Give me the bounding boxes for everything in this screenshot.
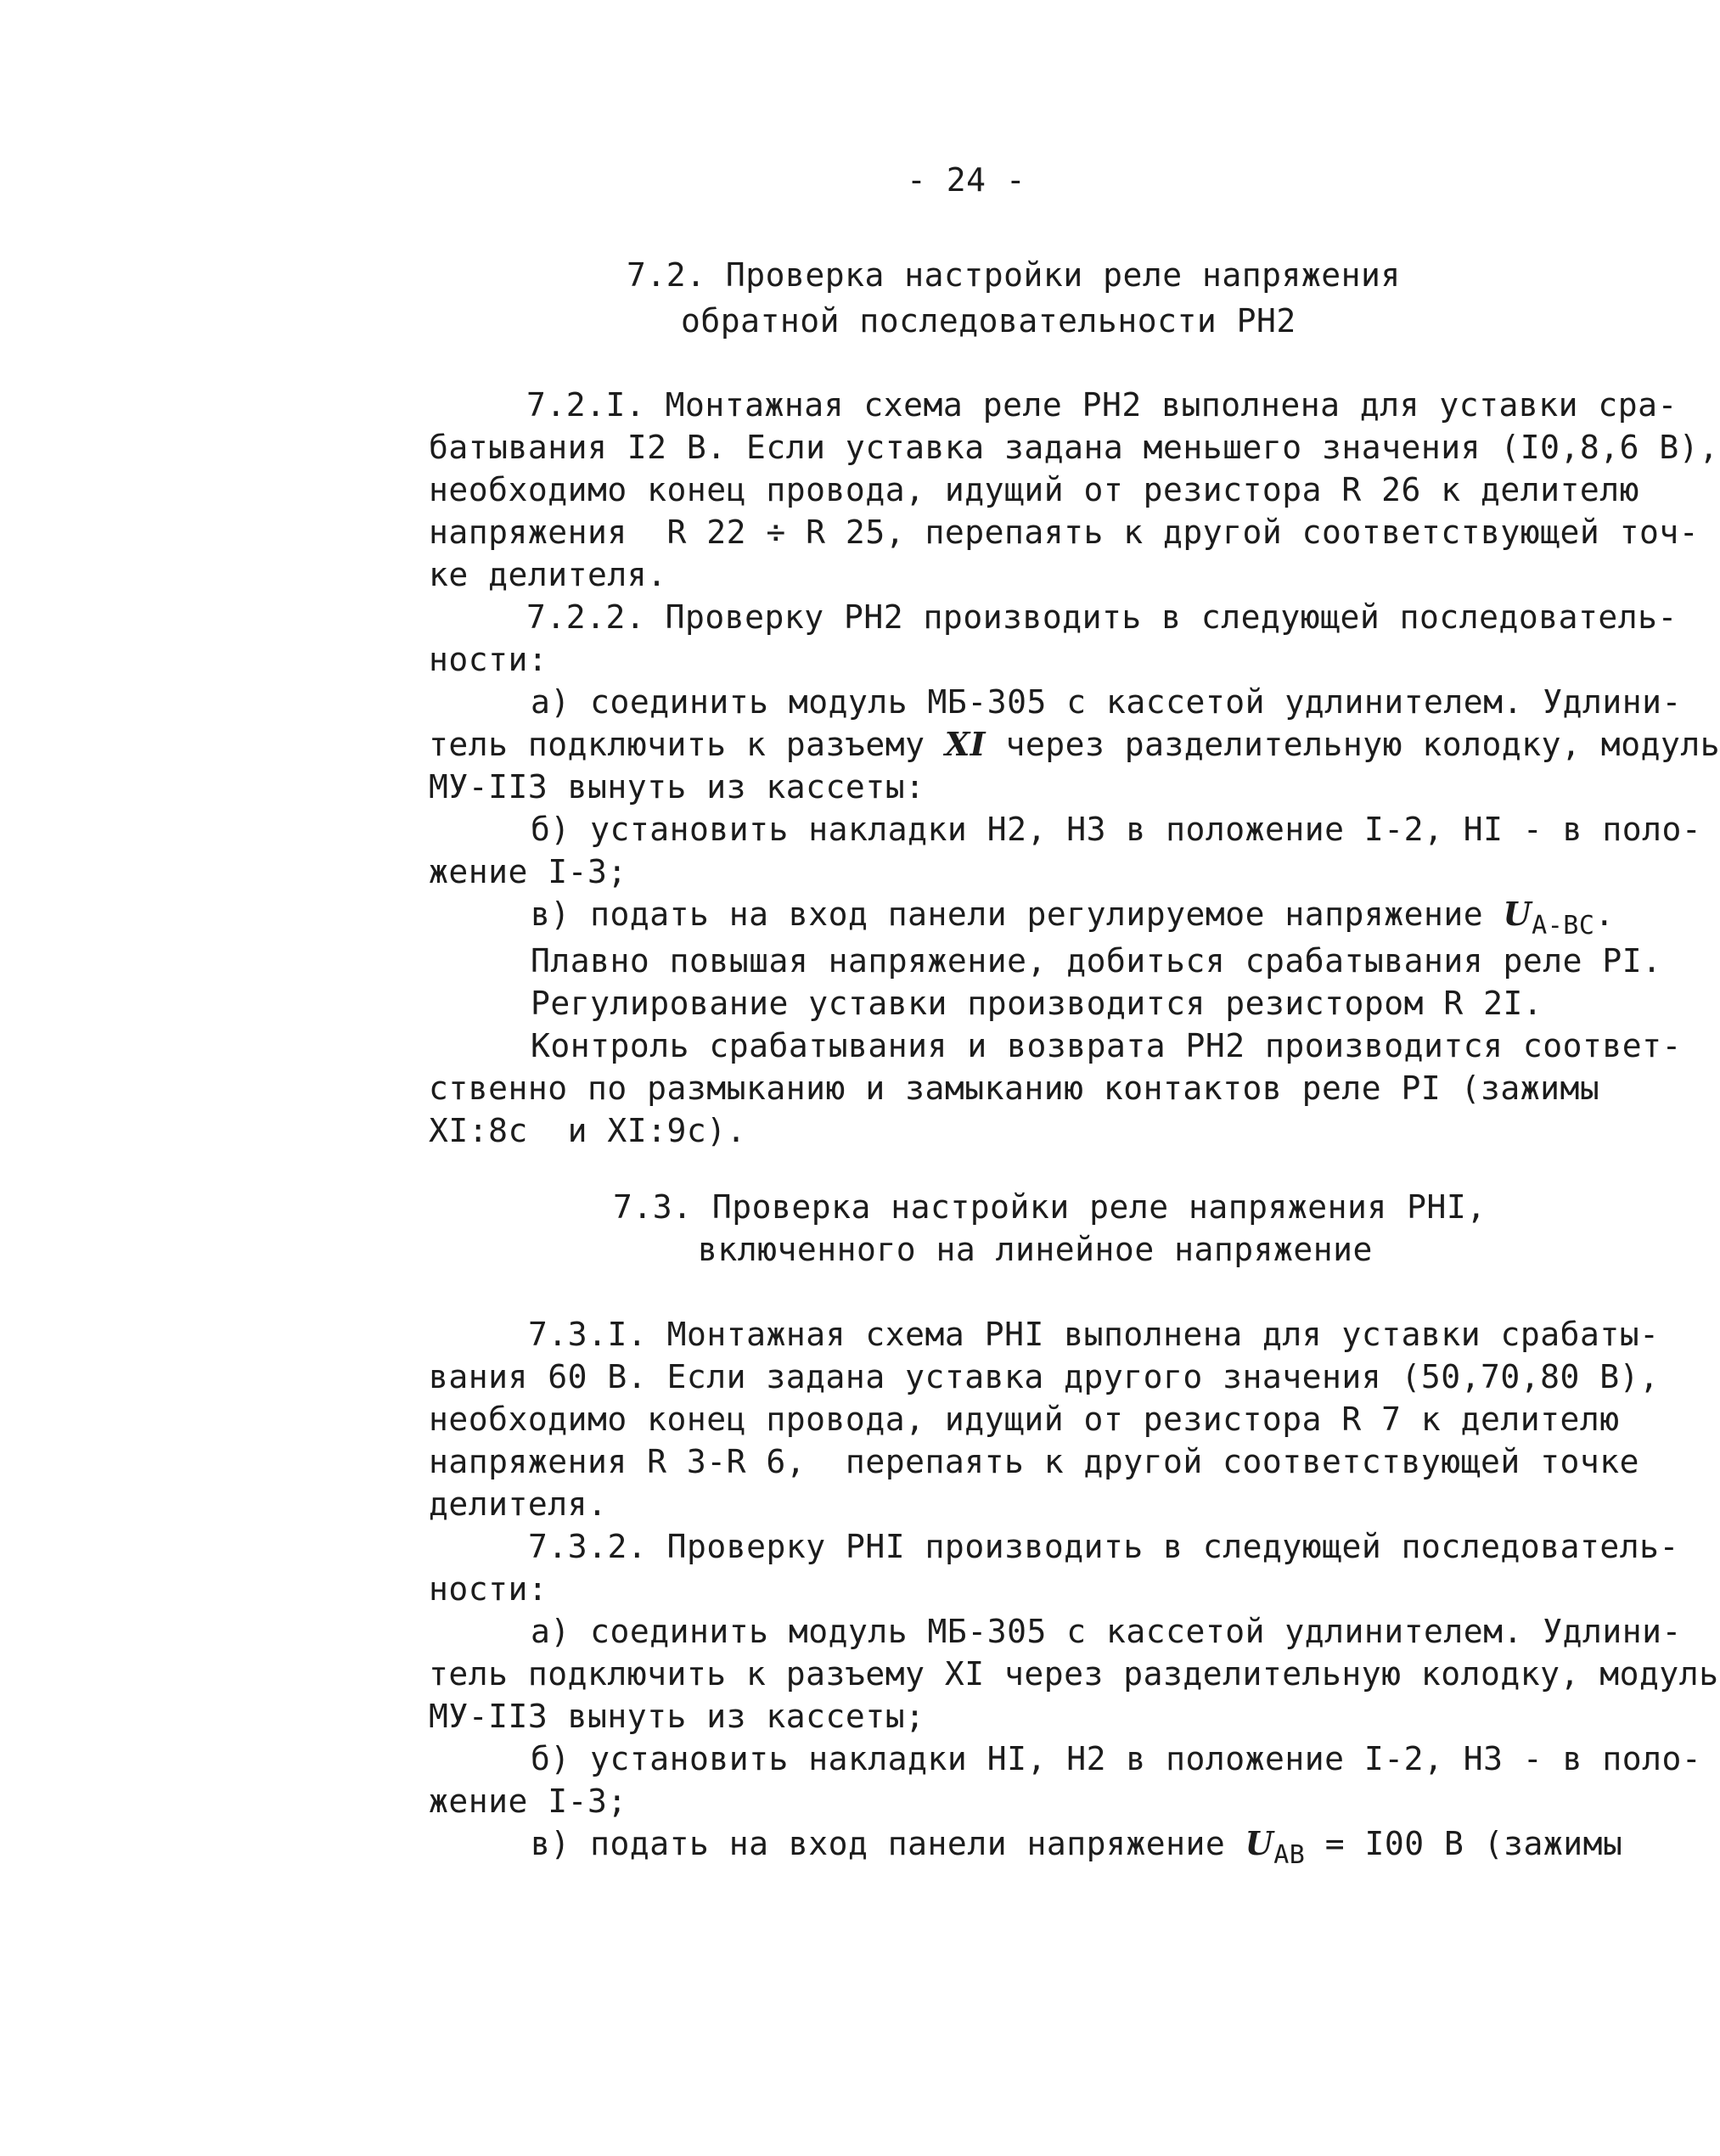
paragraph-line: Регулирование уставки производится резистором R 2I. <box>531 985 1543 1022</box>
paragraph-line: тель подключить к разъему XI через разделительную колодку, модуль <box>429 1655 1719 1693</box>
text-segment: тель подключить к разъему <box>429 726 945 763</box>
voltage-symbol: U <box>1503 895 1532 933</box>
text-segment: в) подать на вход панели регулируемое напряжение <box>531 896 1504 933</box>
page-number: - 24 - <box>907 161 1026 199</box>
paragraph-line: ности: <box>429 1570 548 1608</box>
paragraph-line: XI:8c и XI:9c). <box>429 1112 747 1149</box>
voltage-symbol: U <box>1245 1824 1274 1862</box>
paragraph-line: 7.2.I. Монтажная схема реле РН2 выполнена для уставки сра- <box>526 386 1678 424</box>
paragraph-line: 7.2.2. Проверку РН2 производить в следующей последователь- <box>526 598 1678 636</box>
paragraph-line: напряжения R 22 ÷ R 25, перепаять к другой соответствующей точ- <box>429 514 1700 551</box>
paragraph-line: делителя. <box>429 1485 608 1523</box>
paragraph-line: необходимо конец провода, идущий от резистора R 7 к делителю <box>429 1401 1620 1438</box>
paragraph-line: жение I-3; <box>429 1783 627 1820</box>
section-7-3-title-line2: включенного на линейное напряжение <box>698 1231 1373 1268</box>
paragraph-line: ности: <box>429 641 548 678</box>
paragraph-line: необходимо конец провода, идущий от резистора R 26 к делителю <box>429 471 1640 508</box>
paragraph-line: б) установить накладки Н2, Н3 в положение I-2, НI - в поло- <box>531 811 1702 848</box>
section-7-2-title-line2: обратной последовательности РН2 <box>681 302 1296 340</box>
section-7-2-title-line1: 7.2. Проверка настройки реле напряжения <box>627 256 1401 294</box>
paragraph-line: 7.3.I. Монтажная схема РНI выполнена для уставки срабаты- <box>528 1316 1660 1353</box>
text-segment: через разделительную колодку, модуль <box>986 726 1720 763</box>
voltage-subscript: A-BC <box>1532 911 1595 940</box>
paragraph-line: Плавно повышая напряжение, добиться срабатывания реле РI. <box>531 942 1662 980</box>
paragraph-line: б) установить накладки НI, Н2 в положение I-2, Н3 - в поло- <box>531 1740 1702 1777</box>
section-7-3-title-line1: 7.3. Проверка настройки реле напряжения РНI, <box>613 1188 1487 1226</box>
paragraph-line: а) соединить модуль МБ-305 с кассетой удлинителем. Удлини- <box>531 1613 1682 1650</box>
connector-label: XI <box>944 725 986 763</box>
text-segment: в) подать на вход панели напряжение <box>531 1825 1245 1862</box>
paragraph-line <box>531 1823 1623 1870</box>
text-segment: = I00 В (зажимы <box>1305 1825 1623 1862</box>
paragraph-line <box>531 894 1615 938</box>
paragraph-line: ке делителя. <box>429 556 667 593</box>
paragraph-line: батывания I2 В. Если уставка задана меньшего значения (I0,8,6 В), <box>429 429 1719 466</box>
paragraph-line: ственно по размыканию и замыканию контактов реле РI (зажимы <box>429 1070 1600 1107</box>
text-segment: . <box>1594 896 1615 933</box>
paragraph-line: напряжения R 3-R 6, перепаять к другой соответствующей точке <box>429 1443 1640 1480</box>
paragraph-line: МУ-II3 вынуть из кассеты; <box>429 1698 925 1735</box>
voltage-subscript: AB <box>1273 1840 1306 1870</box>
paragraph-line: 7.3.2. Проверку РНI производить в следующей последователь- <box>528 1528 1679 1565</box>
paragraph-line: вания 60 В. Если задана уставка другого значения (50,70,80 В), <box>429 1358 1660 1395</box>
paragraph-line <box>429 724 1720 765</box>
paragraph-line: жение I-3; <box>429 853 627 890</box>
paragraph-line: а) соединить модуль МБ-305 с кассетой удлинителем. Удлини- <box>531 683 1682 721</box>
paragraph-line: МУ-II3 вынуть из кассеты: <box>429 768 925 806</box>
paragraph-line: Контроль срабатывания и возврата РН2 производится соответ- <box>531 1027 1682 1064</box>
